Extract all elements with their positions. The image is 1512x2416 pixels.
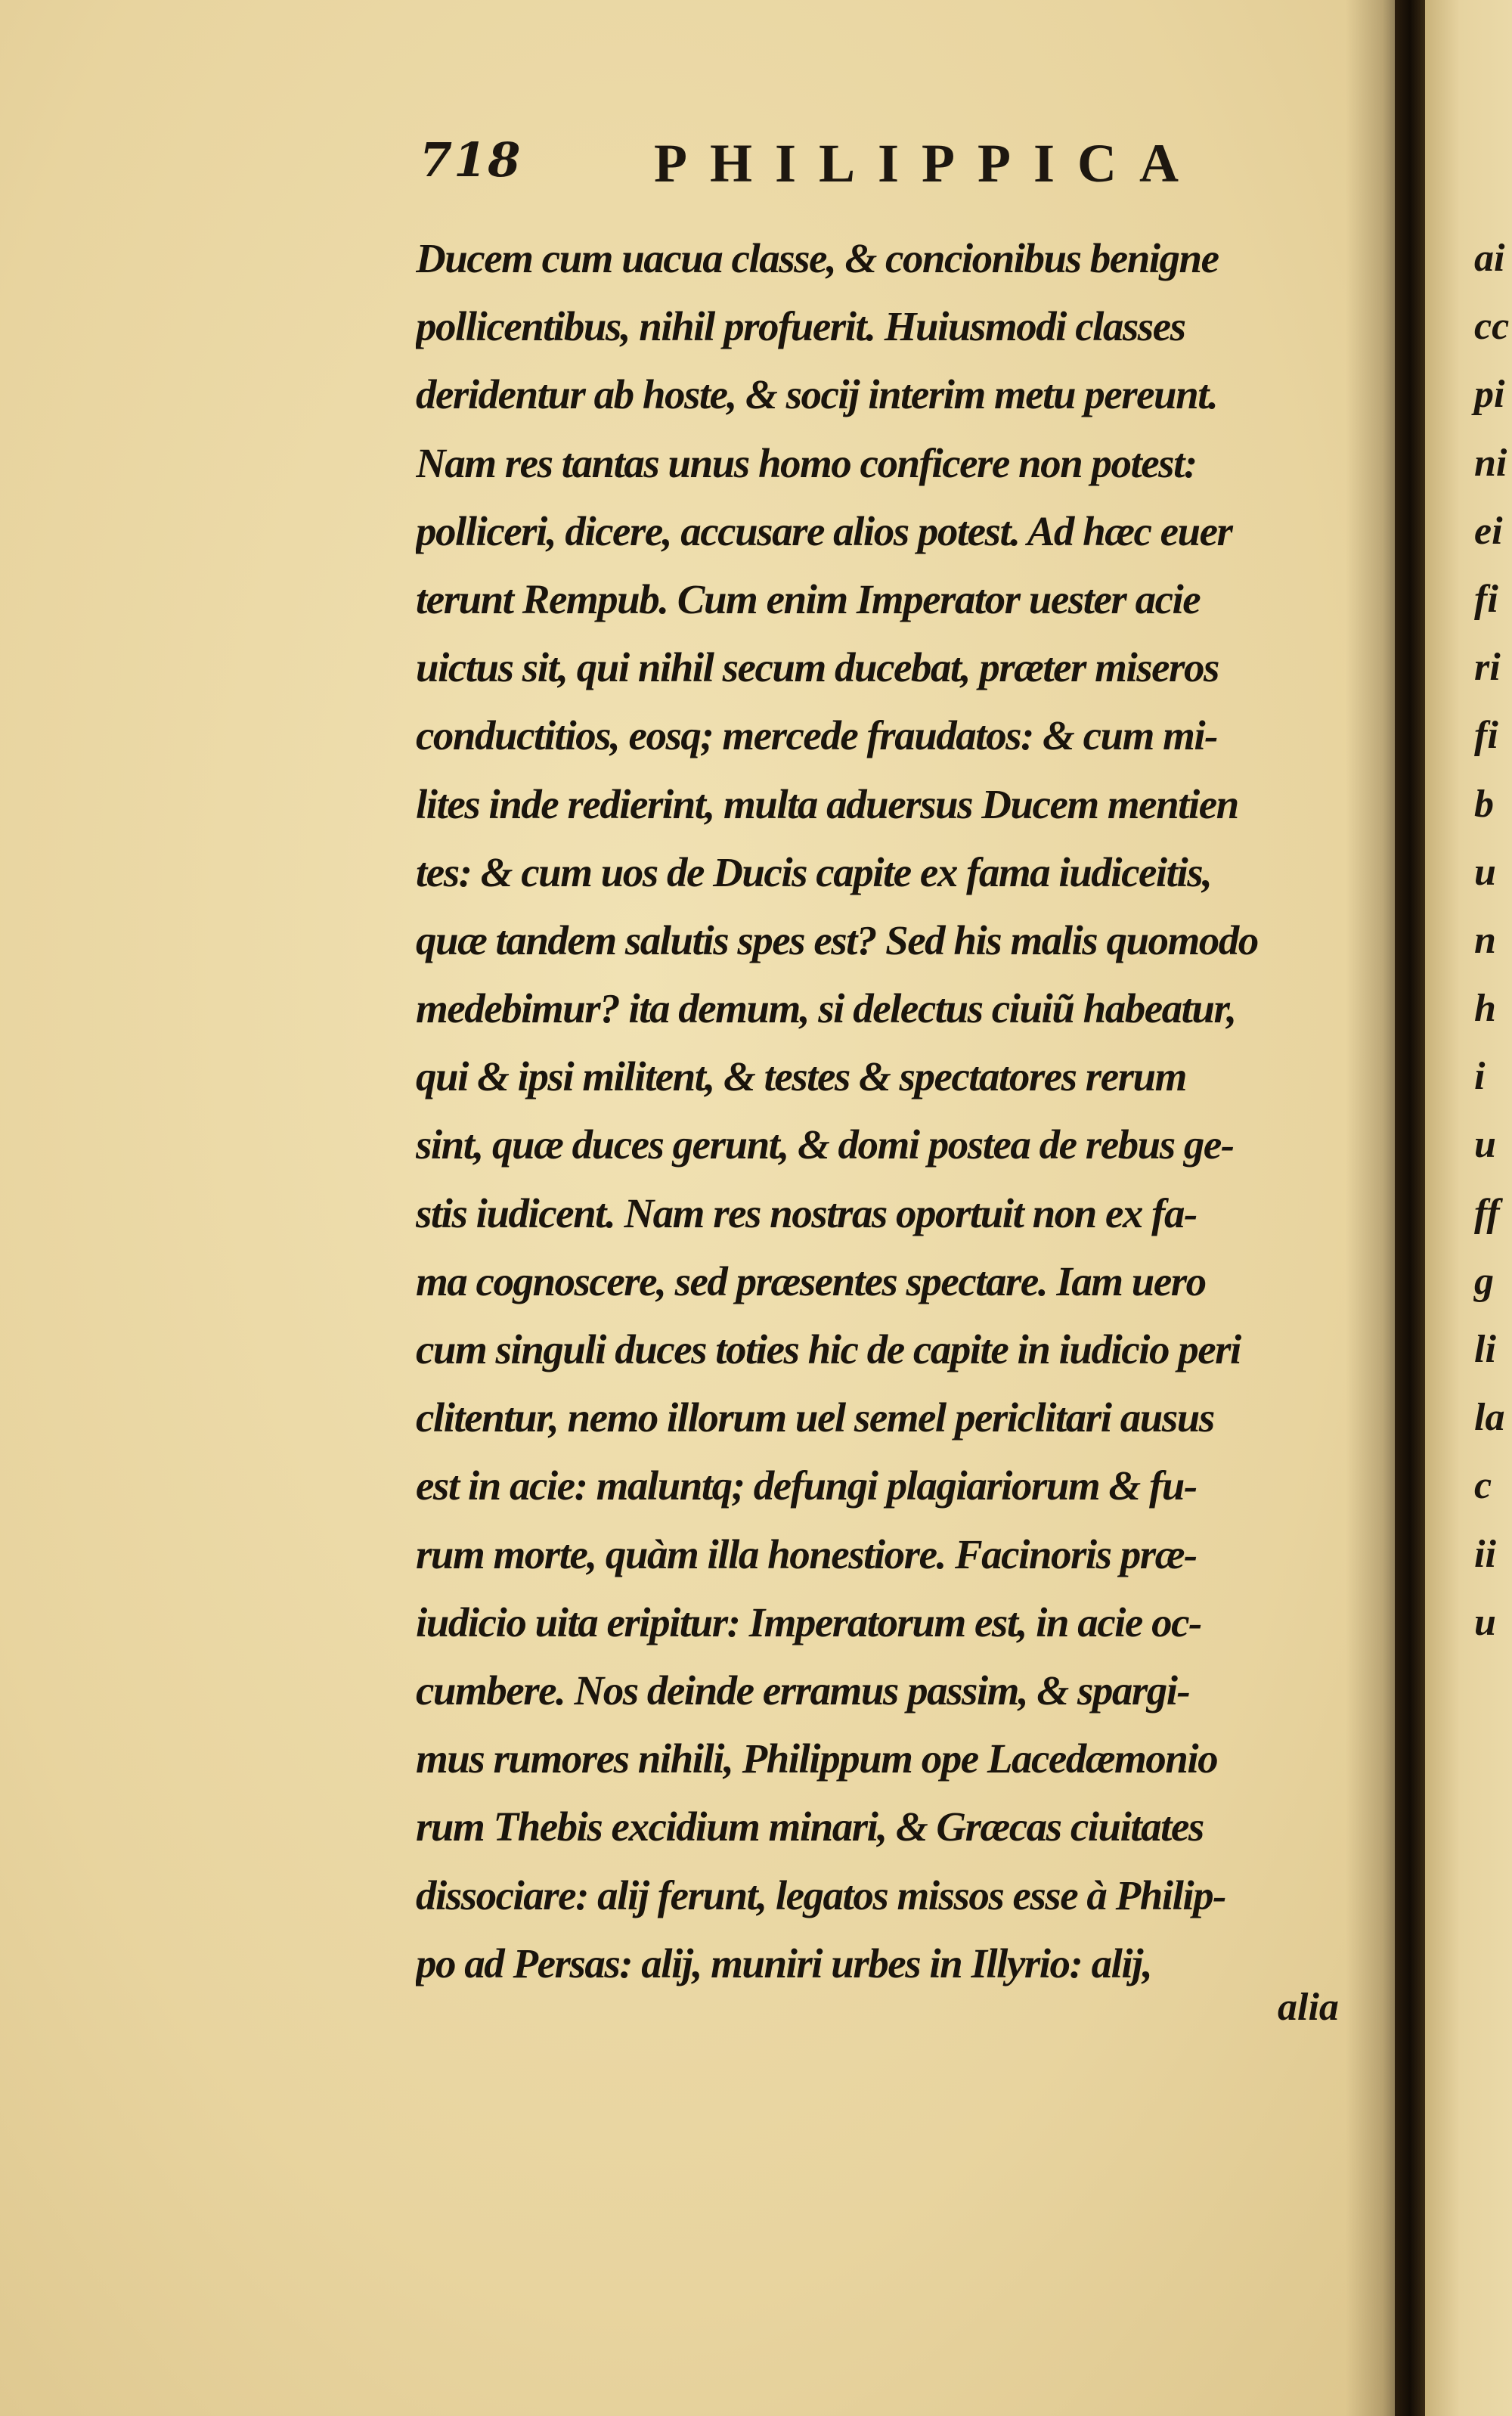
text-line: deridentur ab hoste, & socij interim metu pereunt.: [416, 371, 1218, 418]
text-line: pollicentibus, nihil profuerit. Huiusmodi classes: [416, 303, 1185, 350]
text-line: cumbere. Nos deinde erramus passim, & spargi-: [416, 1667, 1190, 1714]
facing-page-fragment: cc: [1474, 305, 1510, 349]
facing-page-fragment: u: [1474, 1600, 1496, 1644]
facing-page-fragment: ri: [1474, 646, 1501, 690]
facing-page-fragment: u: [1474, 850, 1496, 894]
page-number: 718: [420, 132, 522, 188]
facing-page-fragment: li: [1474, 1328, 1496, 1371]
text-line: lites inde redierint, multa aduersus Ducem mentien: [416, 780, 1238, 827]
facing-page-fragment: c: [1474, 1464, 1492, 1508]
text-line: qui & ipsi militent, & testes & spectatores rerum: [416, 1053, 1186, 1100]
text-line: rum Thebis excidium minari, & Græcas ciuitates: [416, 1803, 1204, 1850]
facing-page-fragment: i: [1474, 1055, 1486, 1099]
text-line: uictus sit, qui nihil secum ducebat, præter miseros: [416, 644, 1219, 691]
running-title: PHILIPPICA: [654, 133, 1202, 194]
facing-page-fragment: ff: [1474, 1191, 1500, 1235]
text-line: stis iudicent. Nam res nostras oportuit non ex fa-: [416, 1189, 1197, 1236]
facing-page-fragment: ni: [1474, 441, 1507, 485]
book-spine: [1395, 0, 1425, 2416]
text-line: Nam res tantas unus homo conficere non potest:: [416, 439, 1197, 486]
facing-page-fragment: ii: [1474, 1532, 1496, 1576]
facing-page-fragment: ai: [1474, 237, 1505, 280]
text-line: conductitios, eosq; mercede fraudatos: & cum mi-: [416, 712, 1217, 759]
text-line: polliceri, dicere, accusare alios potest. Ad hæc euer: [416, 507, 1232, 554]
facing-page-fragment: la: [1474, 1396, 1505, 1440]
text-line: quæ tandem salutis spes est? Sed his malis quomodo: [416, 916, 1258, 963]
text-line: clitentur, nemo illorum uel semel periclitari ausus: [416, 1394, 1214, 1441]
text-line: ma cognoscere, sed præsentes spectare. Iam uero: [416, 1258, 1206, 1304]
facing-page-fragment: fi: [1474, 714, 1498, 758]
text-line: est in acie: maluntq; defungi plagiariorum & fu-: [416, 1462, 1197, 1509]
text-line: po ad Persas: alij, muniri urbes in Illyrio: alij,: [416, 1940, 1152, 1986]
facing-page-fragment: u: [1474, 1123, 1496, 1167]
facing-page-fragment: g: [1474, 1259, 1494, 1303]
text-line: terunt Rempub. Cum enim Imperator uester acie: [416, 575, 1201, 622]
text-line: cum singuli duces toties hic de capite in iudicio peri: [416, 1326, 1241, 1372]
text-line: mus rumores nihili, Philippum ope Lacedæmonio: [416, 1735, 1218, 1782]
facing-page-fragment: h: [1474, 987, 1496, 1031]
facing-page-fragment: pi: [1474, 373, 1505, 417]
text-line: medebimur? ita demum, si delectus ciuiũ habeatur,: [416, 985, 1236, 1032]
main-text-block: [416, 225, 1361, 1998]
text-line: tes: & cum uos de Ducis capite ex fama iudiceitis,: [416, 848, 1212, 895]
text-line: Ducem cum uacua classe, & concionibus benigne: [416, 235, 1219, 281]
facing-page-text-fragments: [1474, 225, 1512, 1657]
text-line: sint, quæ duces gerunt, & domi postea de rebus ge-: [416, 1121, 1234, 1168]
facing-page-fragment: ei: [1474, 509, 1503, 553]
text-line: rum morte, quàm illa honestiore. Facinoris præ-: [416, 1531, 1197, 1577]
facing-page-fragment: n: [1474, 918, 1496, 962]
facing-page-fragment: fi: [1474, 577, 1498, 621]
text-line: dissociare: alij ferunt, legatos missos esse à Philip-: [416, 1872, 1225, 1918]
facing-page-fragment: b: [1474, 782, 1494, 826]
text-line: iudicio uita eripitur: Imperatorum est, in acie oc-: [416, 1599, 1201, 1645]
catchword: alia: [1278, 1986, 1339, 2029]
page-header: [420, 132, 1380, 200]
